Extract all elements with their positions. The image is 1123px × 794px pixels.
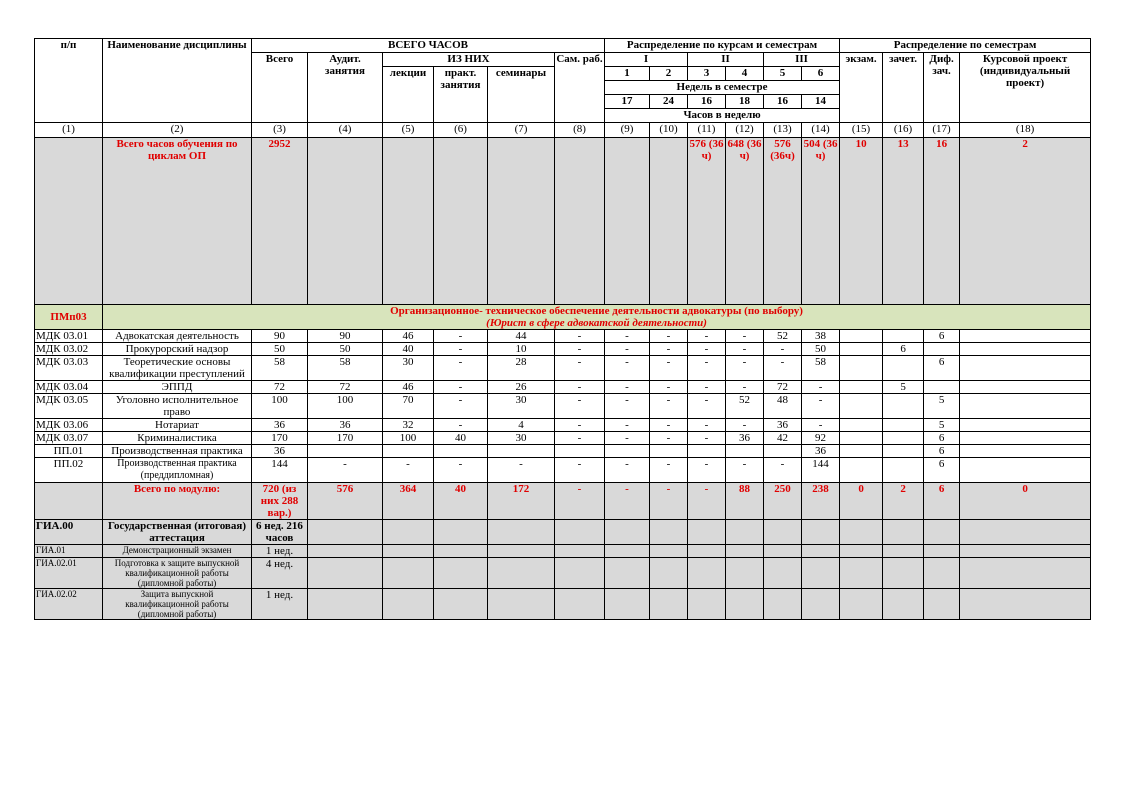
discipline-row: [35, 330, 1091, 343]
cell-c12: 36: [726, 432, 764, 445]
cell-c7: [488, 445, 555, 458]
gia-duration: 1 нед.: [252, 545, 308, 558]
cell-c3: 72: [252, 381, 308, 394]
cell-c8: -: [555, 330, 605, 343]
cell-c16: [883, 356, 924, 381]
weeks-2: 24: [650, 95, 688, 109]
cell-c9: -: [605, 458, 650, 483]
cell-c6: -: [434, 356, 488, 381]
cell-c17: 5: [924, 419, 960, 432]
module-total-c17: 6: [924, 483, 960, 520]
cell-c16: 6: [883, 343, 924, 356]
cell-c13: -: [764, 356, 802, 381]
header-dist-courses: Распределение по курсам и семестрам: [605, 39, 840, 53]
cell-c6: -: [434, 343, 488, 356]
cell-c14: 36: [802, 445, 840, 458]
cell-c4: 100: [308, 394, 383, 419]
column-number: (14): [802, 123, 840, 138]
cell-c18: [960, 356, 1091, 381]
header-exam: экзам.: [840, 53, 883, 123]
cell-c9: -: [605, 381, 650, 394]
discipline-row: [35, 419, 1091, 432]
cell-c10: [650, 445, 688, 458]
cell-c17: [924, 343, 960, 356]
discipline-row: [35, 381, 1091, 394]
total-c15: 10: [840, 138, 883, 305]
header-course-1: I: [605, 53, 688, 67]
cell-c4: 50: [308, 343, 383, 356]
cell-c7: 26: [488, 381, 555, 394]
gia-row: [35, 545, 1091, 558]
cell-c15: [840, 381, 883, 394]
module-total-c11: -: [688, 483, 726, 520]
total-hours-row: [35, 138, 1091, 305]
module-subtitle: (Юрист в сфере адвокатской деятельности): [486, 317, 707, 329]
cell-c15: [840, 432, 883, 445]
cell-c3: 36: [252, 445, 308, 458]
discipline-name: Производственная практика: [103, 445, 252, 458]
cell-c8: [555, 445, 605, 458]
header-pp: п/п: [35, 39, 103, 123]
gia-code: ГИА.01: [35, 545, 103, 558]
cell-c8: -: [555, 394, 605, 419]
column-number: (10): [650, 123, 688, 138]
cell-c12: -: [726, 458, 764, 483]
cell-c17: 6: [924, 356, 960, 381]
module-total-c18: 0: [960, 483, 1091, 520]
cell-c13: 48: [764, 394, 802, 419]
cell-c4: 58: [308, 356, 383, 381]
gia-code: ГИА.02.02: [35, 589, 103, 620]
cell-c12: -: [726, 381, 764, 394]
cell-c15: [840, 330, 883, 343]
cell-c9: -: [605, 419, 650, 432]
module-total-c9: -: [605, 483, 650, 520]
cell-c18: [960, 381, 1091, 394]
sem-num-4: 4: [726, 67, 764, 81]
sem-num-2: 2: [650, 67, 688, 81]
module-total-c7: 172: [488, 483, 555, 520]
header-hours-per-week: Часов в неделю: [605, 109, 840, 123]
cell-c4: -: [308, 458, 383, 483]
module-title-cell: [103, 305, 1091, 330]
discipline-row: [35, 445, 1091, 458]
cell-c17: [924, 381, 960, 394]
header-audit: Аудит. занятия: [308, 53, 383, 123]
cell-c9: -: [605, 394, 650, 419]
cell-c16: [883, 432, 924, 445]
cell-c3: 170: [252, 432, 308, 445]
cell-c3: 50: [252, 343, 308, 356]
discipline-name: Адвокатская деятельность: [103, 330, 252, 343]
discipline-code: МДК 03.01: [35, 330, 103, 343]
cell-c8: -: [555, 356, 605, 381]
discipline-row: [35, 343, 1091, 356]
cell-c7: 30: [488, 432, 555, 445]
cell-c12: [726, 445, 764, 458]
cell-c17: 6: [924, 458, 960, 483]
cell-c6: -: [434, 419, 488, 432]
total-code: [35, 138, 103, 305]
gia-row: [35, 589, 1091, 620]
cell-c11: -: [688, 343, 726, 356]
module-total-c10: -: [650, 483, 688, 520]
discipline-row: [35, 458, 1091, 483]
module-total-c16: 2: [883, 483, 924, 520]
cell-c8: -: [555, 381, 605, 394]
cell-c16: [883, 445, 924, 458]
cell-c9: -: [605, 356, 650, 381]
cell-c9: [605, 445, 650, 458]
discipline-name: Нотариат: [103, 419, 252, 432]
cell-c14: -: [802, 419, 840, 432]
cell-c6: 40: [434, 432, 488, 445]
cell-c10: -: [650, 356, 688, 381]
total-vsego: 2952: [252, 138, 308, 305]
cell-c4: 90: [308, 330, 383, 343]
gia-code: ГИА.02.01: [35, 558, 103, 589]
cell-c5: 100: [383, 432, 434, 445]
column-number: (2): [103, 123, 252, 138]
header-dist-semesters: Распределение по семестрам: [840, 39, 1091, 53]
discipline-code: МДК 03.04: [35, 381, 103, 394]
discipline-code: ПП.02: [35, 458, 103, 483]
column-number: (8): [555, 123, 605, 138]
cell-c13: 36: [764, 419, 802, 432]
header-seminary: семинары: [488, 67, 555, 123]
total-c12: 648 (36 ч): [726, 138, 764, 305]
cell-c11: -: [688, 330, 726, 343]
cell-c8: -: [555, 458, 605, 483]
cell-c6: -: [434, 330, 488, 343]
cell-c5: 46: [383, 330, 434, 343]
cell-c13: [764, 445, 802, 458]
column-number: (4): [308, 123, 383, 138]
column-number: (9): [605, 123, 650, 138]
cell-c3: 36: [252, 419, 308, 432]
total-name: Всего часов обучения по циклам ОП: [103, 138, 252, 305]
total-c18: 2: [960, 138, 1091, 305]
cell-c10: -: [650, 381, 688, 394]
cell-c14: 58: [802, 356, 840, 381]
header-lekcii: лекции: [383, 67, 434, 123]
total-c13: 576 (36ч): [764, 138, 802, 305]
gia-name: Подготовка к защите выпускной квалификационной работы (дипломной работы): [103, 558, 252, 589]
cell-c3: 58: [252, 356, 308, 381]
module-total-c12: 88: [726, 483, 764, 520]
cell-c14: -: [802, 394, 840, 419]
cell-c16: [883, 330, 924, 343]
discipline-name: Криминалистика: [103, 432, 252, 445]
discipline-name: Прокурорский надзор: [103, 343, 252, 356]
module-total-c15: 0: [840, 483, 883, 520]
cell-c18: [960, 432, 1091, 445]
module-title: Организационное- техническое обеспечение деятельности адвокатуры (по выбору): [390, 305, 803, 317]
module-total-c3: 720 (из них 288 вар.): [252, 483, 308, 520]
module-total-c14: 238: [802, 483, 840, 520]
cell-c14: 144: [802, 458, 840, 483]
cell-c13: -: [764, 343, 802, 356]
cell-c18: [960, 343, 1091, 356]
cell-c10: -: [650, 458, 688, 483]
cell-c18: [960, 458, 1091, 483]
weeks-3: 16: [688, 95, 726, 109]
module-total-c5: 364: [383, 483, 434, 520]
cell-c17: 6: [924, 445, 960, 458]
cell-c12: -: [726, 356, 764, 381]
sem-num-5: 5: [764, 67, 802, 81]
cell-c7: 44: [488, 330, 555, 343]
curriculum-table: [34, 38, 1091, 620]
gia-duration: 4 нед.: [252, 558, 308, 589]
cell-c15: [840, 394, 883, 419]
module-total-row: [35, 483, 1091, 520]
cell-c12: -: [726, 343, 764, 356]
cell-c10: -: [650, 330, 688, 343]
cell-c18: [960, 445, 1091, 458]
cell-c11: -: [688, 381, 726, 394]
total-c14: 504 (36 ч): [802, 138, 840, 305]
cell-c5: 30: [383, 356, 434, 381]
cell-c7: 4: [488, 419, 555, 432]
cell-c11: -: [688, 458, 726, 483]
module-total-name: Всего по модулю:: [103, 483, 252, 520]
cell-c7: 28: [488, 356, 555, 381]
discipline-row: [35, 356, 1091, 381]
column-number: (12): [726, 123, 764, 138]
total-c11: 576 (36 ч): [688, 138, 726, 305]
cell-c9: -: [605, 432, 650, 445]
cell-c18: [960, 394, 1091, 419]
total-c17: 16: [924, 138, 960, 305]
cell-c15: [840, 356, 883, 381]
gia-name: Демонстрационный экзамен: [103, 545, 252, 558]
cell-c15: [840, 458, 883, 483]
cell-c18: [960, 330, 1091, 343]
cell-c6: -: [434, 458, 488, 483]
weeks-5: 16: [764, 95, 802, 109]
cell-c13: 42: [764, 432, 802, 445]
cell-c17: 6: [924, 432, 960, 445]
column-number: (7): [488, 123, 555, 138]
cell-c5: 32: [383, 419, 434, 432]
sem-num-6: 6: [802, 67, 840, 81]
cell-c16: [883, 394, 924, 419]
column-number: (18): [960, 123, 1091, 138]
cell-c10: -: [650, 419, 688, 432]
cell-c12: -: [726, 330, 764, 343]
cell-c16: [883, 419, 924, 432]
cell-c6: -: [434, 394, 488, 419]
cell-c15: [840, 419, 883, 432]
cell-c16: [883, 458, 924, 483]
discipline-name: Производственная практика (преддипломная): [103, 458, 252, 483]
cell-c9: -: [605, 330, 650, 343]
cell-c3: 144: [252, 458, 308, 483]
header-kurs: Курсовой проект (индивидуальный проект): [960, 53, 1091, 123]
column-number: (5): [383, 123, 434, 138]
discipline-name: ЭППД: [103, 381, 252, 394]
cell-c11: -: [688, 356, 726, 381]
header-name: Наименование дисциплины: [103, 39, 252, 123]
header-total-hours: ВСЕГО ЧАСОВ: [252, 39, 605, 53]
cell-c10: -: [650, 432, 688, 445]
column-number: (17): [924, 123, 960, 138]
weeks-6: 14: [802, 95, 840, 109]
gia-name: Государственная (итоговая) аттестация: [103, 520, 252, 545]
cell-c5: 46: [383, 381, 434, 394]
discipline-name: Уголовно исполнительное право: [103, 394, 252, 419]
cell-c15: [840, 445, 883, 458]
gia-name: Защита выпускной квалификационной работы (дипломной работы): [103, 589, 252, 620]
module-total-c8: -: [555, 483, 605, 520]
cell-c17: 5: [924, 394, 960, 419]
cell-c4: 170: [308, 432, 383, 445]
column-number: (11): [688, 123, 726, 138]
module-header-row: [35, 305, 1091, 330]
discipline-code: МДК 03.06: [35, 419, 103, 432]
cell-c8: -: [555, 419, 605, 432]
cell-c11: -: [688, 432, 726, 445]
gia-code: ГИА.00: [35, 520, 103, 545]
module-total-c4: 576: [308, 483, 383, 520]
cell-c11: -: [688, 419, 726, 432]
column-number: (16): [883, 123, 924, 138]
discipline-code: МДК 03.07: [35, 432, 103, 445]
cell-c16: 5: [883, 381, 924, 394]
column-number: (13): [764, 123, 802, 138]
cell-c12: -: [726, 419, 764, 432]
gia-duration: 1 нед.: [252, 589, 308, 620]
cell-c12: 52: [726, 394, 764, 419]
cell-c5: [383, 445, 434, 458]
gia-duration: 6 нед. 216 часов: [252, 520, 308, 545]
cell-c3: 100: [252, 394, 308, 419]
header-weeks-label: Недель в семестре: [605, 81, 840, 95]
gia-row: [35, 520, 1091, 545]
cell-c10: -: [650, 394, 688, 419]
cell-c14: 38: [802, 330, 840, 343]
cell-c13: -: [764, 458, 802, 483]
header-prakt: практ. занятия: [434, 67, 488, 123]
cell-c13: 52: [764, 330, 802, 343]
discipline-code: МДК 03.03: [35, 356, 103, 381]
cell-c14: -: [802, 381, 840, 394]
total-c16: 13: [883, 138, 924, 305]
module-total-c6: 40: [434, 483, 488, 520]
cell-c11: -: [688, 394, 726, 419]
header-iz-nih: ИЗ НИХ: [383, 53, 555, 67]
cell-c8: -: [555, 432, 605, 445]
discipline-code: ПП.01: [35, 445, 103, 458]
cell-c6: [434, 445, 488, 458]
cell-c6: -: [434, 381, 488, 394]
cell-c7: -: [488, 458, 555, 483]
header-sam: Сам. раб.: [555, 53, 605, 123]
cell-c4: 36: [308, 419, 383, 432]
header-vsego: Всего: [252, 53, 308, 123]
sem-num-3: 3: [688, 67, 726, 81]
module-code: ПМп03: [35, 305, 103, 330]
cell-c4: 72: [308, 381, 383, 394]
cell-c17: 6: [924, 330, 960, 343]
discipline-name: Теоретические основы квалификации преступлений: [103, 356, 252, 381]
weeks-1: 17: [605, 95, 650, 109]
sem-num-1: 1: [605, 67, 650, 81]
cell-c4: [308, 445, 383, 458]
cell-c8: -: [555, 343, 605, 356]
cell-c7: 10: [488, 343, 555, 356]
cell-c13: 72: [764, 381, 802, 394]
cell-c14: 92: [802, 432, 840, 445]
cell-c9: -: [605, 343, 650, 356]
header-course-3: III: [764, 53, 840, 67]
column-number: (15): [840, 123, 883, 138]
discipline-code: МДК 03.02: [35, 343, 103, 356]
column-number: (3): [252, 123, 308, 138]
cell-c14: 50: [802, 343, 840, 356]
cell-c10: -: [650, 343, 688, 356]
column-number: (1): [35, 123, 103, 138]
discipline-row: [35, 394, 1091, 419]
header-course-2: II: [688, 53, 764, 67]
cell-c11: [688, 445, 726, 458]
column-numbers-row: [35, 123, 1091, 138]
cell-c3: 90: [252, 330, 308, 343]
cell-c7: 30: [488, 394, 555, 419]
weeks-4: 18: [726, 95, 764, 109]
header-dif: Диф. зач.: [924, 53, 960, 123]
discipline-code: МДК 03.05: [35, 394, 103, 419]
cell-c18: [960, 419, 1091, 432]
cell-c15: [840, 343, 883, 356]
header-zachet: зачет.: [883, 53, 924, 123]
column-number: (6): [434, 123, 488, 138]
cell-c5: -: [383, 458, 434, 483]
discipline-row: [35, 432, 1091, 445]
gia-row: [35, 558, 1091, 589]
cell-c5: 40: [383, 343, 434, 356]
cell-c5: 70: [383, 394, 434, 419]
module-total-c13: 250: [764, 483, 802, 520]
